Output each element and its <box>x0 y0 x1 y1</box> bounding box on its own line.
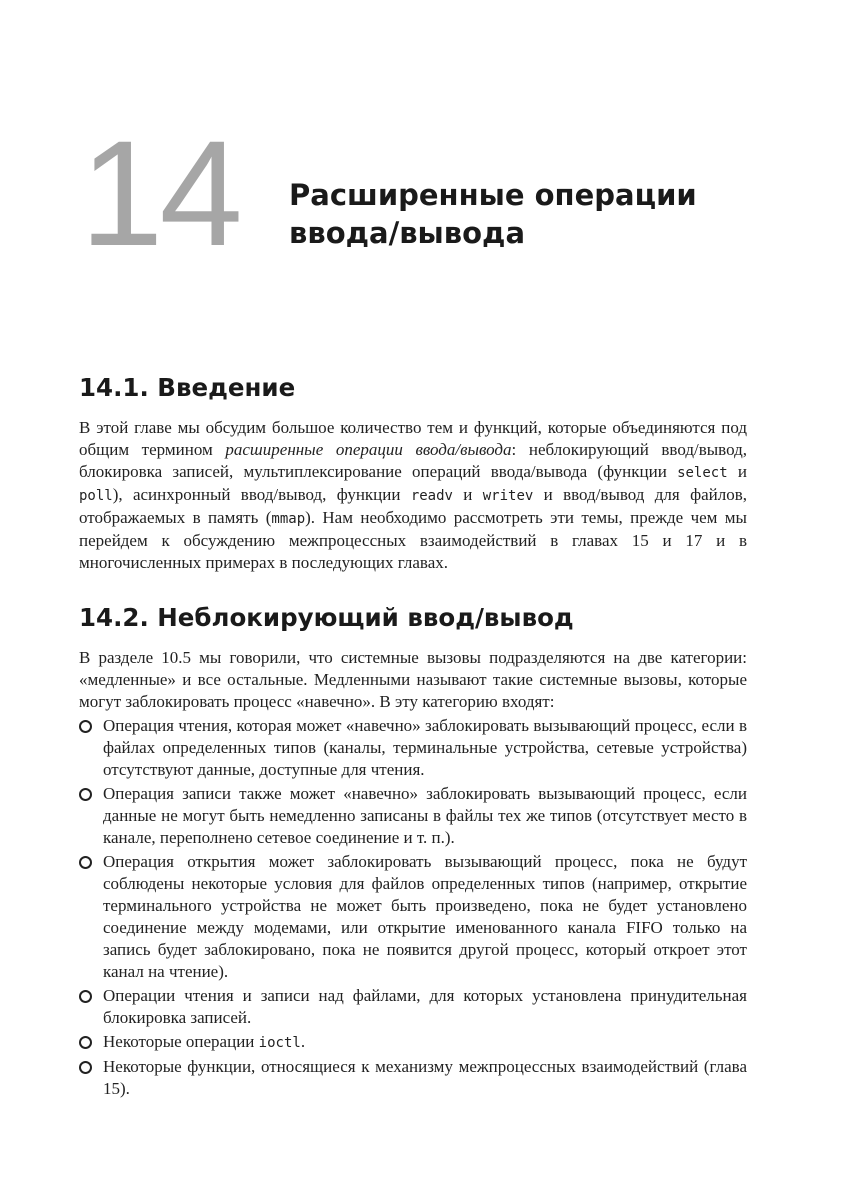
circle-bullet-icon <box>79 788 92 801</box>
list-item-text: Операции чтения и записи над файлами, для которых установлена принудительная блокировка записей. <box>103 986 747 1027</box>
chapter-title-line1: Расширенные операции <box>289 178 697 212</box>
chapter-title <box>289 176 697 252</box>
list-item-text: Операция открытия может заблокировать вызывающий процесс, пока не будут соблюдены некоторые условия для файлов определенных типов (например, открытие терминального устройства не может быть произведено, пока не будет установлено соединение между модемами, или открытие именованного канала FIFO только на запись будет заблокировано, пока не появится другой процесс, который откроет этот канал на чтение). <box>103 852 747 981</box>
code-mmap: mmap <box>271 511 306 527</box>
list-item-text: . <box>300 1032 306 1051</box>
text-run: В этой главе мы обсудим большое количество тем и функций, которые объединяются под общим термином <box>79 418 747 459</box>
list-item <box>79 783 747 849</box>
section-paragraph <box>79 417 747 574</box>
list-item-text: Операция записи также может «навечно» заблокировать вызывающий процесс, если данные не могут быть немедленно записаны в файлы тех же типов (отсутствует место в канале, переполнено сетевое соединение и т. п.). <box>103 784 747 847</box>
section-intro-paragraph: В разделе 10.5 мы говорили, что системные вызовы подразделяются на две категории: «медленные» и все остальные. Медленными называют такие системные вызовы, которые могут заблокировать процесс «навечно». В эту категорию входят: <box>79 648 747 711</box>
code-select: select <box>677 465 728 481</box>
code-ioctl: ioctl <box>258 1035 301 1051</box>
text-run: ). Нам необходимо рассмотреть эти темы, прежде чем мы перейдем к обсуждению межпроцессных взаимодействий в главах 15 и 17 и в многочисленных примерах в последующих главах. <box>79 508 747 572</box>
list-item <box>79 715 747 781</box>
circle-bullet-icon <box>79 990 92 1003</box>
circle-bullet-icon <box>79 1036 92 1049</box>
text-run: и <box>452 485 483 504</box>
code-writev: writev <box>482 488 534 504</box>
code-readv: readv <box>410 488 453 504</box>
list-item <box>79 851 747 983</box>
list-item <box>79 1056 747 1100</box>
section-heading: 14.1. Введение <box>79 373 296 402</box>
text-run: ), асинхронный ввод/вывод, функции <box>112 485 411 504</box>
bullet-list <box>79 715 747 1100</box>
circle-bullet-icon <box>79 856 92 869</box>
chapter-title-line2: ввода/вывода <box>289 216 526 250</box>
list-item-text: Некоторые операции <box>103 1032 259 1051</box>
text-run: и ввод/вывод для файлов, отображаемых в память ( <box>79 485 747 527</box>
text-run: : неблокирующий ввод/вывод, блокировка записей, мультиплексирование операций ввода/вывода (функции <box>79 440 747 481</box>
section-introduction <box>79 373 747 574</box>
list-item-text: Некоторые функции, относящиеся к механизму межпроцессных взаимодействий (глава 15). <box>103 1057 747 1098</box>
circle-bullet-icon <box>79 1061 92 1074</box>
list-item <box>79 1031 747 1054</box>
emphasis-term: расширенные операции ввода/вывода <box>225 440 512 459</box>
text-run: и <box>727 462 747 481</box>
list-item <box>79 985 747 1029</box>
chapter-number: 14 <box>80 109 239 277</box>
section-nonblocking-io <box>79 603 747 1100</box>
circle-bullet-icon <box>79 720 92 733</box>
code-poll: poll <box>79 488 113 504</box>
section-heading: 14.2. Неблокирующий ввод/вывод <box>79 603 574 632</box>
list-item-text: Операция чтения, которая может «навечно» заблокировать вызывающий процесс, если в файлах определенных типов (каналы, терминальные устройства, сетевые устройства) отсутствуют данные, доступные для чтения. <box>103 716 747 779</box>
